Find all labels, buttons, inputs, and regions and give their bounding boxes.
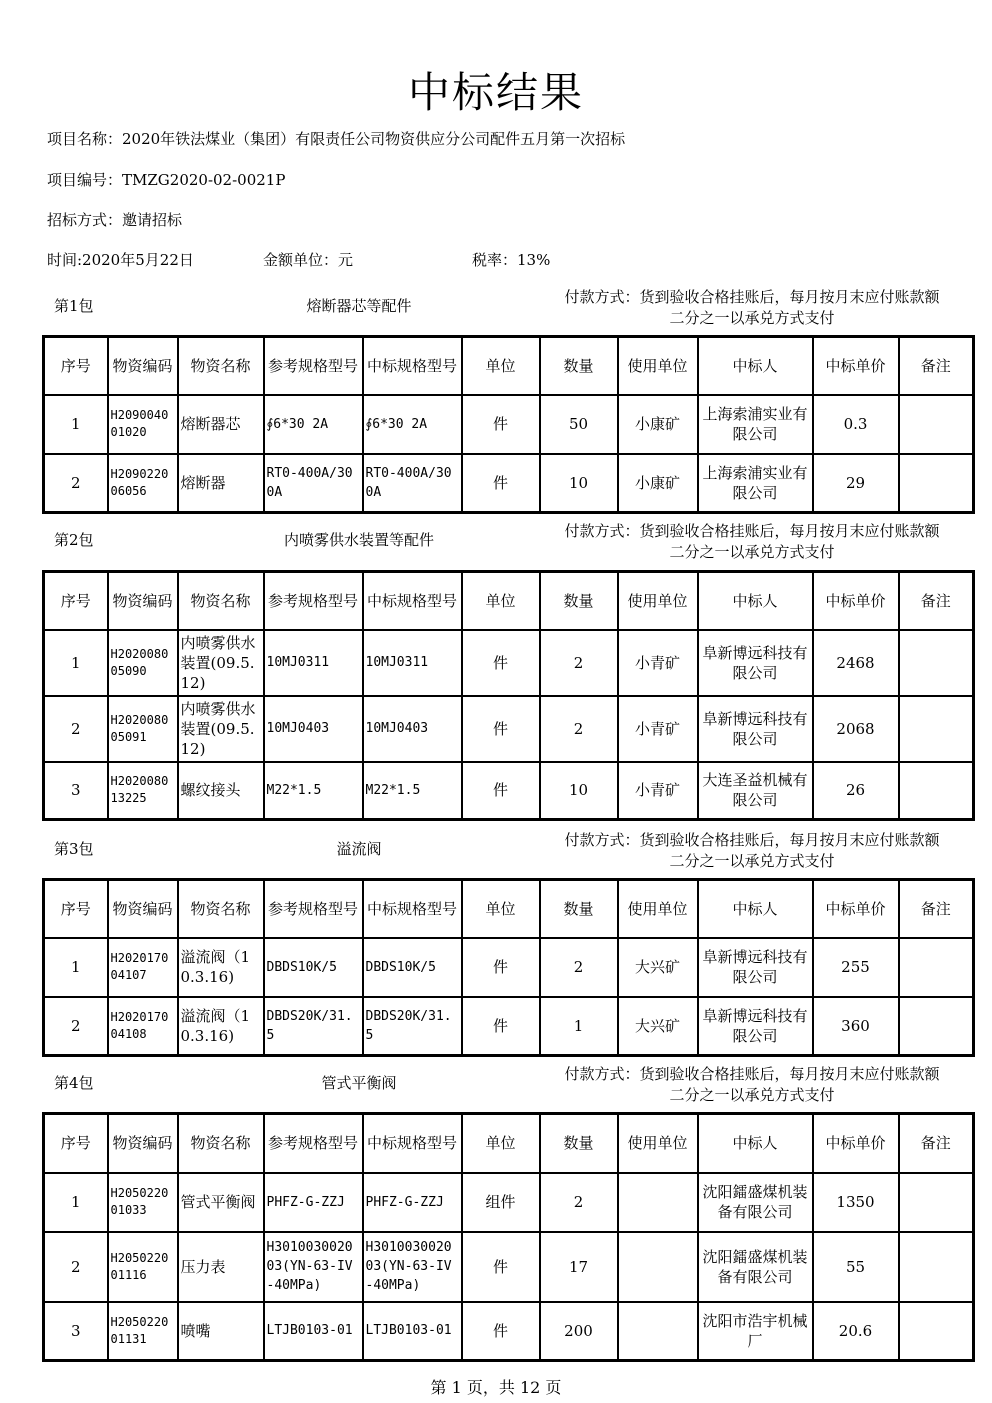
table-cell: 2	[540, 938, 618, 997]
payment-terms-line1: 付款方式：货到验收合格挂账后，每月按月末应付账款额	[564, 831, 940, 849]
table-cell: 管式平衡阀	[178, 1173, 264, 1232]
package-label: 第2包	[54, 531, 94, 549]
bid-time: 时间:2020年5月22日	[47, 251, 194, 269]
table-row	[44, 1302, 974, 1361]
table-cell: 小康矿	[618, 454, 698, 513]
table-cell: 2	[540, 630, 618, 696]
table-cell: 2	[44, 454, 108, 513]
table-cell: 压力表	[178, 1232, 264, 1302]
table-cell: RT0-400A/300A	[264, 454, 363, 513]
package-label: 第4包	[54, 1074, 94, 1092]
table-cell: 1	[540, 997, 618, 1056]
table-cell	[618, 1232, 698, 1302]
package-header	[44, 830, 972, 870]
table-cell: 255	[813, 938, 899, 997]
table-cell: 3	[44, 762, 108, 820]
table-cell	[618, 1302, 698, 1361]
table-cell: M22*1.5	[363, 762, 462, 820]
table-cell: 10MJ0403	[363, 696, 462, 762]
table-cell: 1	[44, 938, 108, 997]
table-cell: 10	[540, 454, 618, 513]
payment-terms-line1: 付款方式：货到验收合格挂账后，每月按月末应付账款额	[564, 288, 940, 306]
table-cell: 2	[44, 696, 108, 762]
table-cell: 件	[462, 762, 540, 820]
package-name: 内喷雾供水装置等配件	[283, 531, 434, 549]
table-cell: 2468	[813, 630, 899, 696]
table-cell: 2	[540, 696, 618, 762]
table-cell	[618, 1173, 698, 1232]
table-cell: 熔断器	[178, 454, 264, 513]
column-header: 数量	[540, 337, 618, 395]
table-cell: 溢流阀（10.3.16)	[178, 997, 264, 1056]
table-cell: 360	[813, 997, 899, 1056]
table-cell: 小青矿	[618, 762, 698, 820]
table-cell: 上海索浦实业有限公司	[698, 454, 813, 513]
table-cell: 阜新博远科技有限公司	[698, 997, 813, 1056]
package-table	[42, 335, 975, 514]
table-cell: 0.3	[813, 395, 899, 454]
table-cell: DBDS10K/5	[363, 938, 462, 997]
project-name: 项目名称：2020年铁法煤业（集团）有限责任公司物资供应分公司配件五月第一次招标	[47, 130, 626, 148]
column-header: 备注	[899, 337, 974, 395]
table-cell: 沈阳鐳盛煤机装备有限公司	[698, 1173, 813, 1232]
column-header: 参考规格型号	[264, 1114, 363, 1173]
column-header: 备注	[899, 572, 974, 630]
table-cell: 件	[462, 938, 540, 997]
column-header: 中标单价	[813, 572, 899, 630]
table-row	[44, 696, 974, 762]
table-cell: 10MJ0311	[264, 630, 363, 696]
column-header: 物资编码	[108, 1114, 178, 1173]
table-cell: 沈阳市浩宇机械厂	[698, 1302, 813, 1361]
table-cell: 3	[44, 1302, 108, 1361]
table-header-row	[44, 880, 974, 938]
payment-terms-line2: 二分之一以承兑方式支付	[669, 1086, 835, 1104]
package-table	[42, 1112, 975, 1362]
column-header: 中标单价	[813, 1114, 899, 1173]
table-cell: ∮6*30 2A	[363, 395, 462, 454]
table-cell: 小青矿	[618, 630, 698, 696]
payment-terms	[532, 830, 972, 872]
column-header: 物资名称	[178, 1114, 264, 1173]
column-header: 物资编码	[108, 880, 178, 938]
column-header: 中标规格型号	[363, 337, 462, 395]
column-header: 中标人	[698, 880, 813, 938]
table-cell: ∮6*30 2A	[264, 395, 363, 454]
table-cell: 2	[44, 997, 108, 1056]
payment-terms-line2: 二分之一以承兑方式支付	[669, 309, 835, 327]
table-cell: 阜新博远科技有限公司	[698, 938, 813, 997]
column-header: 物资名称	[178, 572, 264, 630]
table-cell: 20.6	[813, 1302, 899, 1361]
column-header: 单位	[462, 1114, 540, 1173]
table-header-row	[44, 337, 974, 395]
column-header: 数量	[540, 880, 618, 938]
table-cell: H205022001131	[108, 1302, 178, 1361]
column-header: 参考规格型号	[264, 880, 363, 938]
table-cell: H209004001020	[108, 395, 178, 454]
table-cell: H202008005090	[108, 630, 178, 696]
payment-terms	[532, 287, 972, 329]
column-header: 单位	[462, 337, 540, 395]
table-cell: 50	[540, 395, 618, 454]
column-header: 备注	[899, 880, 974, 938]
table-cell: 上海索浦实业有限公司	[698, 395, 813, 454]
table-cell: 喷嘴	[178, 1302, 264, 1361]
table-cell: 件	[462, 454, 540, 513]
project-number: 项目编号：TMZG2020-02-0021P	[47, 171, 286, 189]
table-cell: PHFZ-G-ZZJ	[363, 1173, 462, 1232]
table-cell: 件	[462, 395, 540, 454]
table-cell: 件	[462, 1232, 540, 1302]
table-cell: 件	[462, 630, 540, 696]
package-table	[42, 570, 975, 821]
table-cell: DBDS20K/31.5	[363, 997, 462, 1056]
table-header-row	[44, 1114, 974, 1173]
table-cell: 1	[44, 1173, 108, 1232]
column-header: 使用单位	[618, 337, 698, 395]
column-header: 单位	[462, 572, 540, 630]
table-cell	[899, 1232, 974, 1302]
table-cell: 阜新博远科技有限公司	[698, 696, 813, 762]
column-header: 单位	[462, 880, 540, 938]
table-cell: 2	[540, 1173, 618, 1232]
column-header: 中标规格型号	[363, 572, 462, 630]
tax-rate: 税率：13%	[472, 251, 551, 269]
table-cell: 17	[540, 1232, 618, 1302]
package-label: 第1包	[54, 297, 94, 315]
table-cell: PHFZ-G-ZZJ	[264, 1173, 363, 1232]
column-header: 参考规格型号	[264, 572, 363, 630]
table-cell: 2068	[813, 696, 899, 762]
table-cell: DBDS20K/31.5	[264, 997, 363, 1056]
table-cell: 溢流阀（10.3.16)	[178, 938, 264, 997]
payment-terms	[532, 1064, 972, 1106]
table-cell: 沈阳鐳盛煤机装备有限公司	[698, 1232, 813, 1302]
table-cell: 件	[462, 696, 540, 762]
table-cell	[899, 938, 974, 997]
table-cell: H205022001033	[108, 1173, 178, 1232]
table-cell: 内喷雾供水装置(09.5.12)	[178, 696, 264, 762]
package-name: 熔断器芯等配件	[306, 297, 412, 315]
table-cell: H301003002003(YN-63-IV-40MPa)	[264, 1232, 363, 1302]
table-cell: H202008005091	[108, 696, 178, 762]
table-row	[44, 938, 974, 997]
table-cell: 26	[813, 762, 899, 820]
column-header: 中标规格型号	[363, 1114, 462, 1173]
table-cell: LTJB0103-01	[363, 1302, 462, 1361]
bid-method: 招标方式：邀请招标	[47, 211, 183, 229]
table-cell: 200	[540, 1302, 618, 1361]
column-header: 中标人	[698, 1114, 813, 1173]
table-row	[44, 395, 974, 454]
table-cell: 大连圣益机械有限公司	[698, 762, 813, 820]
table-cell: DBDS10K/5	[264, 938, 363, 997]
payment-terms-line2: 二分之一以承兑方式支付	[669, 543, 835, 561]
payment-terms-line2: 二分之一以承兑方式支付	[669, 852, 835, 870]
table-cell: H202008013225	[108, 762, 178, 820]
table-cell: H209022006056	[108, 454, 178, 513]
column-header: 使用单位	[618, 572, 698, 630]
table-cell: 大兴矿	[618, 997, 698, 1056]
table-cell: 熔断器芯	[178, 395, 264, 454]
column-header: 物资编码	[108, 337, 178, 395]
payment-terms-line1: 付款方式：货到验收合格挂账后，每月按月末应付账款额	[564, 522, 940, 540]
table-cell: 55	[813, 1232, 899, 1302]
table-cell	[899, 395, 974, 454]
table-cell: M22*1.5	[264, 762, 363, 820]
table-cell: H202017004107	[108, 938, 178, 997]
payment-terms	[532, 521, 972, 563]
table-row	[44, 997, 974, 1056]
table-cell: 小康矿	[618, 395, 698, 454]
table-cell: H205022001116	[108, 1232, 178, 1302]
table-cell: 螺纹接头	[178, 762, 264, 820]
column-header: 物资名称	[178, 337, 264, 395]
table-cell: 2	[44, 1232, 108, 1302]
table-row	[44, 454, 974, 513]
column-header: 中标人	[698, 572, 813, 630]
column-header: 序号	[44, 1114, 108, 1173]
table-row	[44, 1173, 974, 1232]
column-header: 中标单价	[813, 337, 899, 395]
page-footer: 第 1 页，共 12 页	[430, 1378, 562, 1397]
column-header: 参考规格型号	[264, 337, 363, 395]
table-cell	[899, 630, 974, 696]
package-table	[42, 878, 975, 1057]
table-cell: 件	[462, 1302, 540, 1361]
table-cell	[899, 1173, 974, 1232]
table-cell: 29	[813, 454, 899, 513]
package-header	[44, 1064, 972, 1104]
table-cell: 1350	[813, 1173, 899, 1232]
column-header: 备注	[899, 1114, 974, 1173]
table-row	[44, 1232, 974, 1302]
package-name: 管式平衡阀	[321, 1074, 397, 1092]
column-header: 序号	[44, 880, 108, 938]
table-cell: 内喷雾供水装置(09.5.12)	[178, 630, 264, 696]
table-cell: 1	[44, 630, 108, 696]
table-row	[44, 630, 974, 696]
column-header: 使用单位	[618, 880, 698, 938]
package-header	[44, 287, 972, 327]
table-cell: 阜新博远科技有限公司	[698, 630, 813, 696]
table-cell: LTJB0103-01	[264, 1302, 363, 1361]
column-header: 中标单价	[813, 880, 899, 938]
table-cell: 10MJ0311	[363, 630, 462, 696]
column-header: 数量	[540, 572, 618, 630]
table-cell: 1	[44, 395, 108, 454]
column-header: 物资编码	[108, 572, 178, 630]
table-cell: 组件	[462, 1173, 540, 1232]
table-cell: 小青矿	[618, 696, 698, 762]
column-header: 序号	[44, 337, 108, 395]
column-header: 物资名称	[178, 880, 264, 938]
table-header-row	[44, 572, 974, 630]
table-cell	[899, 696, 974, 762]
column-header: 中标人	[698, 337, 813, 395]
currency-unit: 金额单位：元	[263, 251, 354, 269]
column-header: 数量	[540, 1114, 618, 1173]
table-cell	[899, 454, 974, 513]
table-cell: 件	[462, 997, 540, 1056]
package-header	[44, 521, 972, 561]
table-cell	[899, 1302, 974, 1361]
table-cell	[899, 997, 974, 1056]
table-cell: 10	[540, 762, 618, 820]
table-cell: 10MJ0403	[264, 696, 363, 762]
table-row	[44, 762, 974, 820]
package-label: 第3包	[54, 840, 94, 858]
column-header: 序号	[44, 572, 108, 630]
table-cell: H202017004108	[108, 997, 178, 1056]
table-cell: RT0-400A/300A	[363, 454, 462, 513]
table-cell: H301003002003(YN-63-IV-40MPa)	[363, 1232, 462, 1302]
column-header: 中标规格型号	[363, 880, 462, 938]
table-cell: 大兴矿	[618, 938, 698, 997]
package-name: 溢流阀	[336, 840, 382, 858]
page-title: 中标结果	[407, 68, 584, 117]
table-cell	[899, 762, 974, 820]
column-header: 使用单位	[618, 1114, 698, 1173]
payment-terms-line1: 付款方式：货到验收合格挂账后，每月按月末应付账款额	[564, 1065, 940, 1083]
